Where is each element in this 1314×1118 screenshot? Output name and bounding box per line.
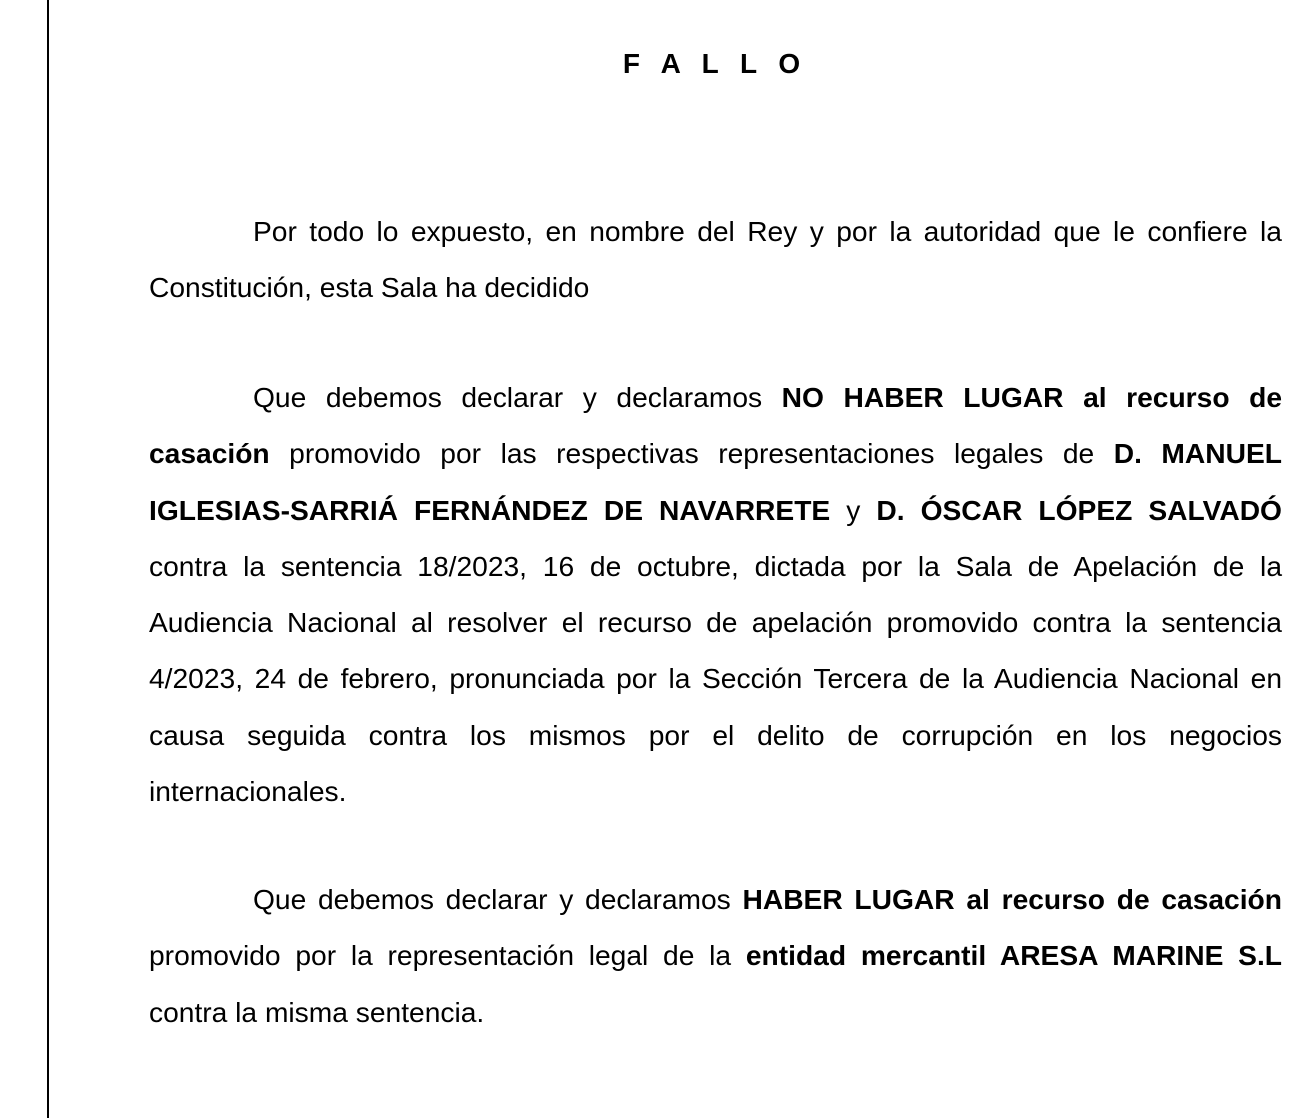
left-margin-rule	[47, 0, 49, 1118]
paragraph-ruling-dismissed	[149, 369, 1282, 819]
ruling-detail-text: contra la sentencia 18/2023, 16 de octubre, dictada por la Sala de Apelación de la Audiencia Nacional al resolver el recurso de apelación promovido contra la sentencia 4/2023, 24 de febrero, pronunciada por la Sección Tercera de la Audiencia Nacional en causa seguida contra los mismos por el delito de corrupción en los negocios internacionales.	[149, 549, 1282, 808]
paragraph-ruling-upheld	[149, 871, 1282, 1040]
preamble-text: Por todo lo expuesto, en nombre del Rey y por la autoridad que le confiere la Constitución, esta Sala ha decidido	[149, 215, 1282, 304]
paragraph-preamble	[149, 203, 1282, 316]
ruling-closing-text: contra la misma sentencia.	[149, 995, 485, 1028]
ruling-text: promovido por las respectivas representaciones legales de	[269, 437, 1114, 470]
appellant-name-1: D. MANUEL IGLESIAS-SARRIÁ FERNÁNDEZ DE NAVARRETE	[149, 437, 1282, 526]
ruling-intro-text: Que debemos declarar y declaramos	[253, 381, 782, 413]
page-title: F A L L O	[622, 48, 808, 79]
ruling-dismissed-bold: NO HABER LUGAR al recurso de casación	[149, 381, 1282, 470]
ruling-intro-text: Que debemos declarar y declaramos	[253, 883, 743, 915]
ruling-text: promovido por la representación legal de la	[149, 939, 746, 972]
appellant-entity-name: entidad mercantil ARESA MARINE S.L	[745, 939, 1282, 972]
appellant-name-2: D. ÓSCAR LÓPEZ SALVADÓ	[876, 493, 1282, 526]
ruling-upheld-bold: HABER LUGAR al recurso de casación	[742, 883, 1282, 915]
conjunction-text: y	[830, 493, 877, 526]
